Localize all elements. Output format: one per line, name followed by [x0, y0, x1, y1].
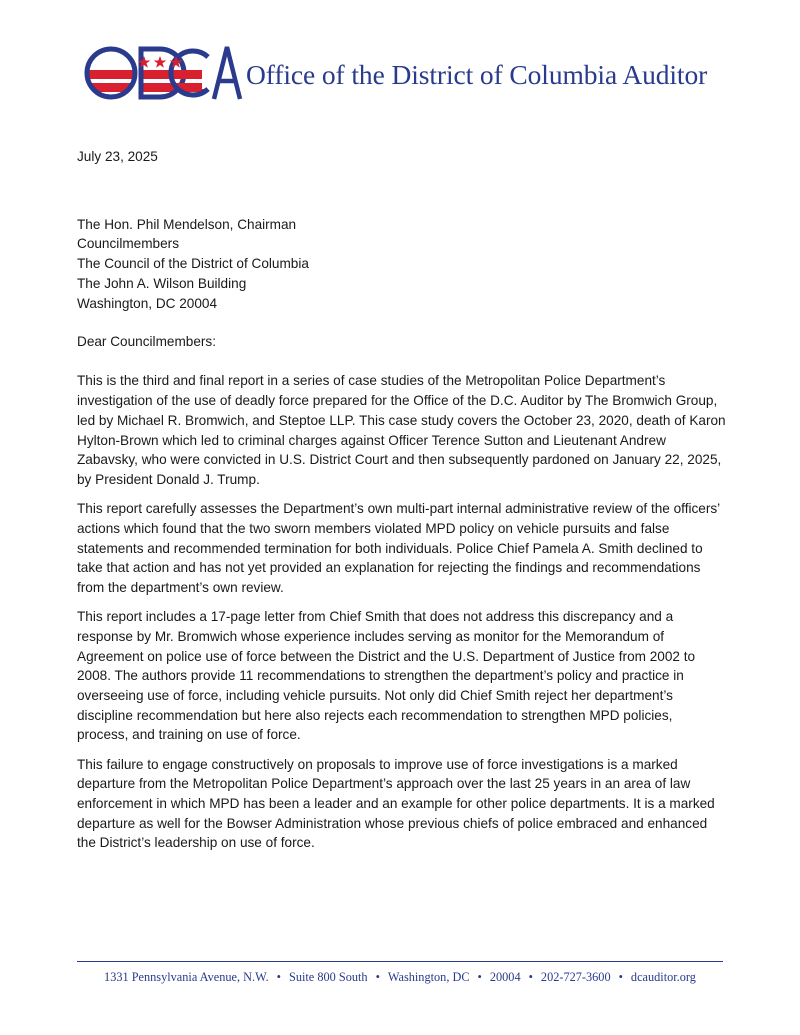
footer-bullet: • [375, 970, 380, 984]
footer-city: Washington, DC [387, 970, 470, 984]
address-line: Councilmembers [77, 236, 179, 252]
address-line: The Council of the District of Columbia [77, 256, 309, 272]
footer-bullet: • [276, 970, 281, 984]
salutation: Dear Councilmembers: [77, 334, 217, 350]
recipient-address [77, 215, 727, 314]
footer-phone: 202-727-3600 [540, 970, 611, 984]
address-line: Washington, DC 20004 [77, 295, 218, 311]
footer-zip: 20004 [489, 970, 521, 984]
odca-logo [84, 44, 244, 102]
footer-address: 1331 Pennsylvania Avenue, N.W. [104, 970, 269, 984]
letter-date: July 23, 2025 [77, 149, 158, 164]
footer-bullet: • [528, 970, 533, 984]
body-paragraph: This report includes a 17-page letter from Chief Smith that does not address this discrepancy and a response by Mr. Bromwich whose experience includes serving as monitor for the Memorandum of Agreement on police use of force between the District and the U.S. Department of Justice from 2002 to 2008. The authors provide 11 recommendations to strengthen the department’s policy and practice in overseeing use of force, including vehicle pursuits. Not only did Chief Smith reject her department’s discipline recommendation but here also rejects each recommendation to strengthen MPD policies, process, and training on use of force. [77, 609, 696, 743]
org-name: Office of the District of Columbia Auditor [246, 59, 708, 90]
footer-bullet: • [618, 970, 623, 984]
body-paragraph: This is the third and final report in a series of case studies of the Metropolitan Police Department’s investigation of the use of deadly force prepared for the Office of the D.C. Auditor by The Bromwich Group, led by Michael R. Bromwich, and Steptoe LLP. This case study covers the October 23, 2020, death of Karon Hylton-Brown which led to criminal charges against Officer Terence Sutton and Lieutenant Andrew Zabavsky, who were convicted in U.S. District Court and then subsequently pardoned on January 22, 2025, by President Donald J. Trump. [77, 373, 726, 487]
footer-website-link[interactable]: dcauditor.org [630, 970, 696, 984]
footer-bullet: • [477, 970, 482, 984]
letterhead [84, 44, 707, 102]
footer-suite: Suite 800 South [288, 970, 368, 984]
footer-contact [0, 970, 800, 985]
address-line: The John A. Wilson Building [77, 275, 247, 291]
body-paragraph: This failure to engage constructively on proposals to improve use of force investigations is a marked departure from the Metropolitan Police Department’s approach over the last 25 years in an area of law enforcement in which MPD has been a leader and an example for other police departments. It is a marked departure as well for the Bowser Administration whose previous chiefs of police embraced and enhanced the District’s leadership on use of force. [77, 756, 715, 851]
address-line: The Hon. Phil Mendelson, Chairman [77, 216, 297, 232]
letter-body [77, 147, 727, 853]
body-paragraph: This report carefully assesses the Department’s own multi-part internal administrative review of the officers’ actions which found that the two sworn members violated MPD policy on vehicle pursuits and false statements and recommended termination for both individuals. Police Chief Pamela A. Smith declined to take that action and has not yet provided an explanation for rejecting the findings and recommendations from the department’s own review. [77, 501, 720, 595]
footer-divider [77, 961, 723, 962]
